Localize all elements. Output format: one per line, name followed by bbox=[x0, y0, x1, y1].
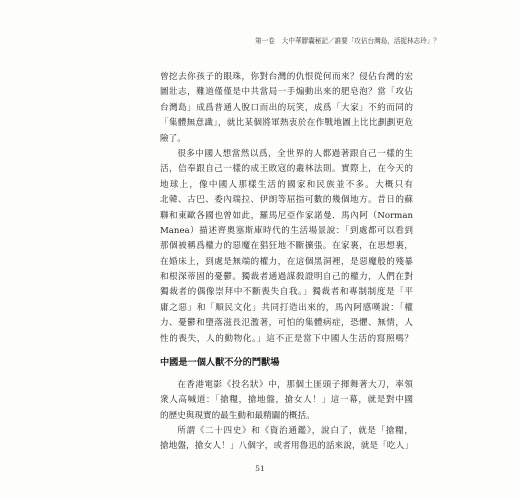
text-line: 很多中國人想當然以爲，全世界的人都過著跟自己一樣的生 bbox=[177, 148, 413, 159]
body-paragraph bbox=[160, 378, 413, 424]
running-header bbox=[255, 37, 440, 45]
body-section-before-heading bbox=[160, 70, 413, 347]
body-text bbox=[160, 70, 413, 455]
text-line: 險了。 bbox=[160, 133, 186, 144]
text-line: 台灣島」成爲普通人脫口而出的玩笑，成爲「大家」不約而同的 bbox=[160, 102, 413, 113]
text-line: 地球上，像中國人那樣生活的國家和民族並不多。大概只有 bbox=[160, 179, 413, 190]
text-line: 力、憂鬱和墮落滋長氾濫著，可怕的集體病症，恐懼、無情，人 bbox=[160, 318, 413, 329]
section-heading: 中國是一個人獸不分的鬥獸場 bbox=[160, 356, 280, 368]
body-paragraph bbox=[160, 147, 413, 347]
text-line: 性的喪失，人的動物化。」這不正是當下中國人生活的寫照嗎？ bbox=[160, 333, 413, 344]
text-line: 所謂《二十四史》和《資治通鑑》，說白了，就是「搶糧， bbox=[177, 426, 413, 436]
text-line: 曾挖去你孩子的眼珠，你對台灣的仇恨從何而來？侵佔台灣的宏 bbox=[160, 72, 413, 82]
text-line: 搶地盤，搶女人！」八個字，或者用魯迅的話來說，就是「吃人」 bbox=[160, 441, 413, 452]
text-line: 的歷史與現實的最生動和最精闢的概括。 bbox=[160, 410, 315, 421]
body-paragraph bbox=[160, 424, 413, 455]
text-line: 在香港電影《投名狀》中，那個土匪頭子揮舞著大刀，率領 bbox=[177, 379, 413, 390]
text-line: 活，信奉跟自己一樣的成王敗寇的叢林法則。實際上，在今天的 bbox=[160, 164, 413, 175]
text-line: 圖壯志，難道僅僅是中共當局一手煽動出來的肥皂泡？當「攻佔 bbox=[160, 87, 413, 98]
text-line: 那個被稱爲權力的惡魔在猖狂地不斷擴張。在家裏，在思想裏， bbox=[160, 241, 413, 252]
text-line: 獨裁者的偶像崇拜中不斷喪失自我。」獨裁者和專制制度是「平 bbox=[160, 287, 413, 298]
text-line: 衆人高喊道：「搶糧，搶地盤，搶女人！」這一幕，就是對中國 bbox=[160, 395, 413, 406]
text-line: 聯和東歐各國也曾如此，羅馬尼亞作家諾曼．馬內阿（Norman bbox=[160, 210, 413, 221]
text-line: 庸之惡」和「順民文化」共同打造出來的，馬內阿感嘆說：「權 bbox=[160, 302, 413, 313]
running-header-volume: 第一卷 bbox=[255, 37, 275, 45]
running-header-title: 大中華膠囊秘記／誰要「攻佔台灣島，活捉林志玲」？ bbox=[281, 37, 441, 45]
page-number: 51 bbox=[255, 464, 265, 473]
text-line: Manea）描述齊奧塞斯庫時代的生活場景說：「到處都可以看到 bbox=[160, 225, 413, 236]
text-line: 「集體無意識」，就比某個將軍熱衷於在作戰地圖上比比劃劃更危 bbox=[160, 118, 413, 129]
body-section-after-heading bbox=[160, 378, 413, 455]
text-line: 在婚床上，到處是無端的權力，在這個黑洞裡，是惡魔般的殘暴 bbox=[160, 256, 413, 267]
body-paragraph bbox=[160, 70, 413, 147]
text-line: 和根深蒂固的憂鬱。獨裁者通過謀殺證明自己的權力，人們在對 bbox=[160, 272, 413, 283]
text-line: 北韓、古巴、委內瑞拉、伊朗等屈指可數的幾個地方。昔日的蘇 bbox=[160, 195, 413, 206]
